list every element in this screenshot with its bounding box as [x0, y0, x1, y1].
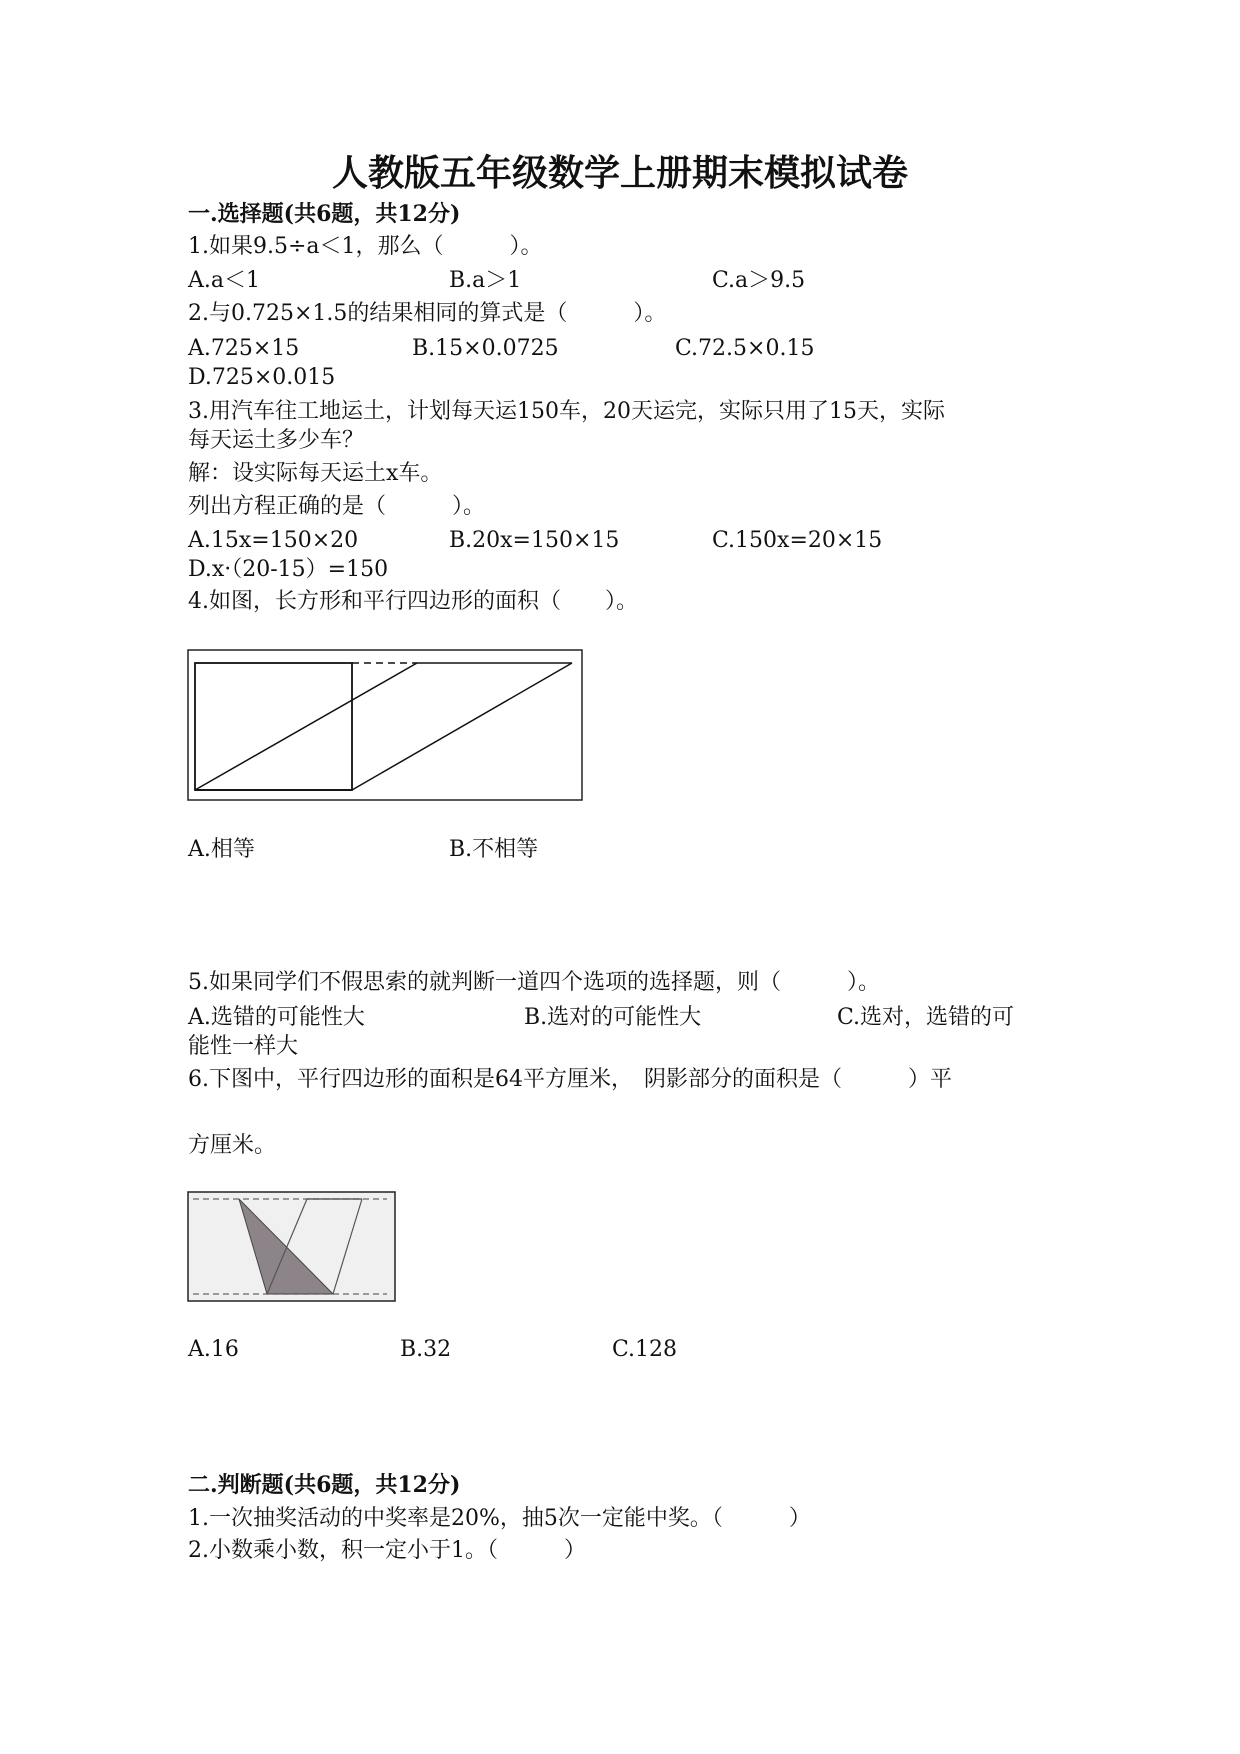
question-2-option-c: C.72.5×0.15: [675, 336, 815, 361]
judgement-question-2: 2.小数乘小数，积一定小于1。（ ）: [188, 1538, 586, 1563]
question-1-option-b: B.a＞1: [449, 268, 522, 293]
question-3-stem-line2: 每天运土多少车？: [188, 428, 365, 453]
question-6-stem: 6.下图中，平行四边形的面积是64平方厘米， 阴影部分的面积是（ ）平: [188, 1067, 952, 1092]
judgement-question-1: 1.一次抽奖活动的中奖率是20%，抽5次一定能中奖。（ ）: [188, 1506, 811, 1531]
section-heading-judgement: 二.判断题(共6题，共12分): [188, 1472, 461, 1498]
question-2-option-b: B.15×0.0725: [412, 336, 559, 361]
question-5-option-a: A.选错的可能性大: [188, 1005, 365, 1030]
question-2-option-d: D.725×0.015: [188, 365, 336, 390]
section-heading-choice: 一.选择题(共6题，共12分): [188, 201, 461, 227]
question-1-stem: 1.如果9.5÷a＜1，那么（ ）。: [188, 234, 543, 259]
question-3-option-b: B.20x=150×15: [449, 528, 620, 553]
question-3-option-d: D.x·（20-15）=150: [188, 557, 389, 582]
question-4-option-b: B.不相等: [449, 837, 539, 862]
question-1-option-a: A.a＜1: [188, 268, 260, 293]
question-4-stem: 4.如图，长方形和平行四边形的面积（ ）。: [188, 589, 638, 614]
question-3-option-c: C.150x=20×15: [712, 528, 883, 553]
question-2-stem: 2.与0.725×1.5的结果相同的算式是（ ）。: [188, 301, 667, 326]
question-5-option-c-cont: 能性一样大: [188, 1034, 299, 1059]
question-6-option-a: A.16: [188, 1337, 239, 1362]
question-6-option-c: C.128: [612, 1337, 678, 1362]
page-title: 人教版五年级数学上册期末模拟试卷: [331, 152, 908, 194]
question-5-option-c: C.选对，选错的可: [837, 1005, 1015, 1030]
question-5-option-b: B.选对的可能性大: [524, 1005, 702, 1030]
question-3-solution: 解：设实际每天运土x车。: [188, 461, 443, 486]
question-1-option-c: C.a＞9.5: [712, 268, 806, 293]
shaded-parallelogram-figure: [187, 1191, 396, 1302]
rectangle-parallelogram-figure: [187, 649, 583, 801]
question-3-stem-line1: 3.用汽车往工地运土，计划每天运150车，20天运完，实际只用了15天，实际: [188, 399, 945, 424]
question-2-option-a: A.725×15: [188, 336, 300, 361]
question-5-stem: 5.如果同学们不假思索的就判断一道四个选项的选择题，则（ ）。: [188, 970, 880, 995]
question-6-stem-cont: 方厘米。: [188, 1133, 277, 1158]
question-3-prompt: 列出方程正确的是（ ）。: [188, 494, 486, 519]
question-6-option-b: B.32: [400, 1337, 452, 1362]
question-3-option-a: A.15x=150×20: [188, 528, 359, 553]
question-4-option-a: A.相等: [188, 837, 255, 862]
